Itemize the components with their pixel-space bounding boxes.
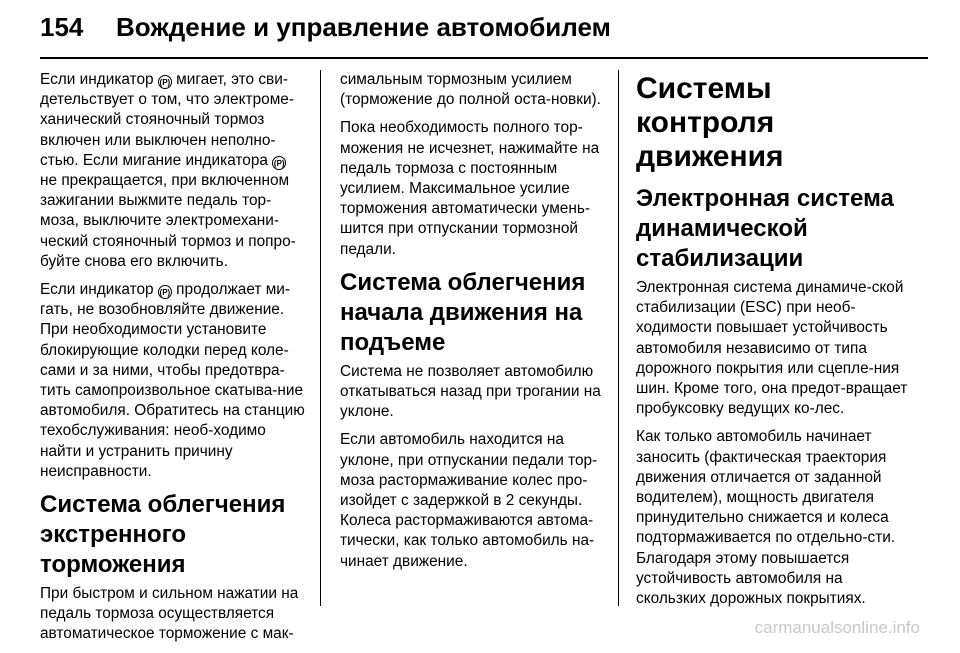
paragraph: Система не позволяет автомобилю откатываться назад при трогании на уклоне.	[340, 362, 601, 421]
column-2	[340, 70, 608, 580]
section-heading: Система облегчения экстренного торможения	[40, 491, 286, 579]
header-rule	[40, 57, 928, 59]
paragraph: Если индикатор (P) продолжает ми-гать, не возобновляйте движение. При необходимости установите блокирующие колодки перед коле-сами и за ними, чтобы предотвра-тить самопроизвольное скатыва-ние автомобиля. Обратитесь на станцию техобслуживания: необ-ходимо найти и устранить причину неисправности.	[40, 281, 305, 480]
column-divider	[320, 70, 321, 606]
section-heading: Система облегчения начала движения на подъеме	[340, 268, 586, 356]
brake-warning-icon: (P)	[158, 75, 172, 89]
chapter-title: Вождение и управление автомобилем	[116, 12, 611, 42]
paragraph: Электронная система динамиче-ской стабилизации (ESC) при необ-ходимости повышает устойчивость автомобиля независимо от типа дорожного покрытия или сцепле-ния шин. Кроме того, она предот-вращает пробуксовку ведущих ко-лес.	[636, 279, 908, 418]
brake-warning-icon: (P)	[272, 156, 286, 170]
chapter-heading: Системы контроля движения	[636, 72, 784, 173]
paragraph: Если индикатор (P) мигает, это сви-детельствует о том, что электроме-ханический стояночный тормоз включен или выключен неполно-стью. Если мигание индикатора (P) не прекращается, при включенном зажигании выжмите педаль тор-моза, выключите электромехани-ческий стояночный тормоз и попро-буйте снова его включить.	[40, 71, 296, 270]
paragraph: Как только автомобиль начинает заносить (фактическая траектория движения отличается от заданной водителем), мощность двигателя принудительно снижается и колеса подтормаживается по отдельно-сти. Благодаря этому повышается устойчивость автомобиля на скользких дорожных покрытиях.	[636, 428, 896, 608]
column-1	[40, 70, 306, 653]
page-number: 154	[40, 12, 84, 42]
subsection-heading: Электронная система динамической стабилизации	[636, 185, 894, 272]
paragraph: симальным тормозным усилием (торможение до полной оста-новки).	[340, 71, 601, 109]
paragraph: Пока необходимость полного тор-можения не исчезнет, нажимайте на педаль тормоза с постоянным усилием. Максимальное усилие торможения автоматически умень-шится при отпускании тормозной педали.	[340, 119, 600, 258]
watermark: carmanualsonline.info	[754, 618, 920, 637]
column-3	[636, 70, 910, 617]
paragraph: Если автомобиль находится на уклоне, при отпускании педали тор-моза растормаживание колес про-изойдет с задержкой в 2 секунды. Колеса растормаживаются автома-тически, как только автомобиль на-чинает движение.	[340, 431, 598, 570]
paragraph: При быстром и сильном нажатии на педаль тормоза осуществляется автоматическое торможение с мак-	[40, 585, 299, 643]
page-header	[40, 12, 920, 52]
brake-warning-icon: (P)	[158, 285, 172, 299]
column-divider	[618, 70, 619, 606]
